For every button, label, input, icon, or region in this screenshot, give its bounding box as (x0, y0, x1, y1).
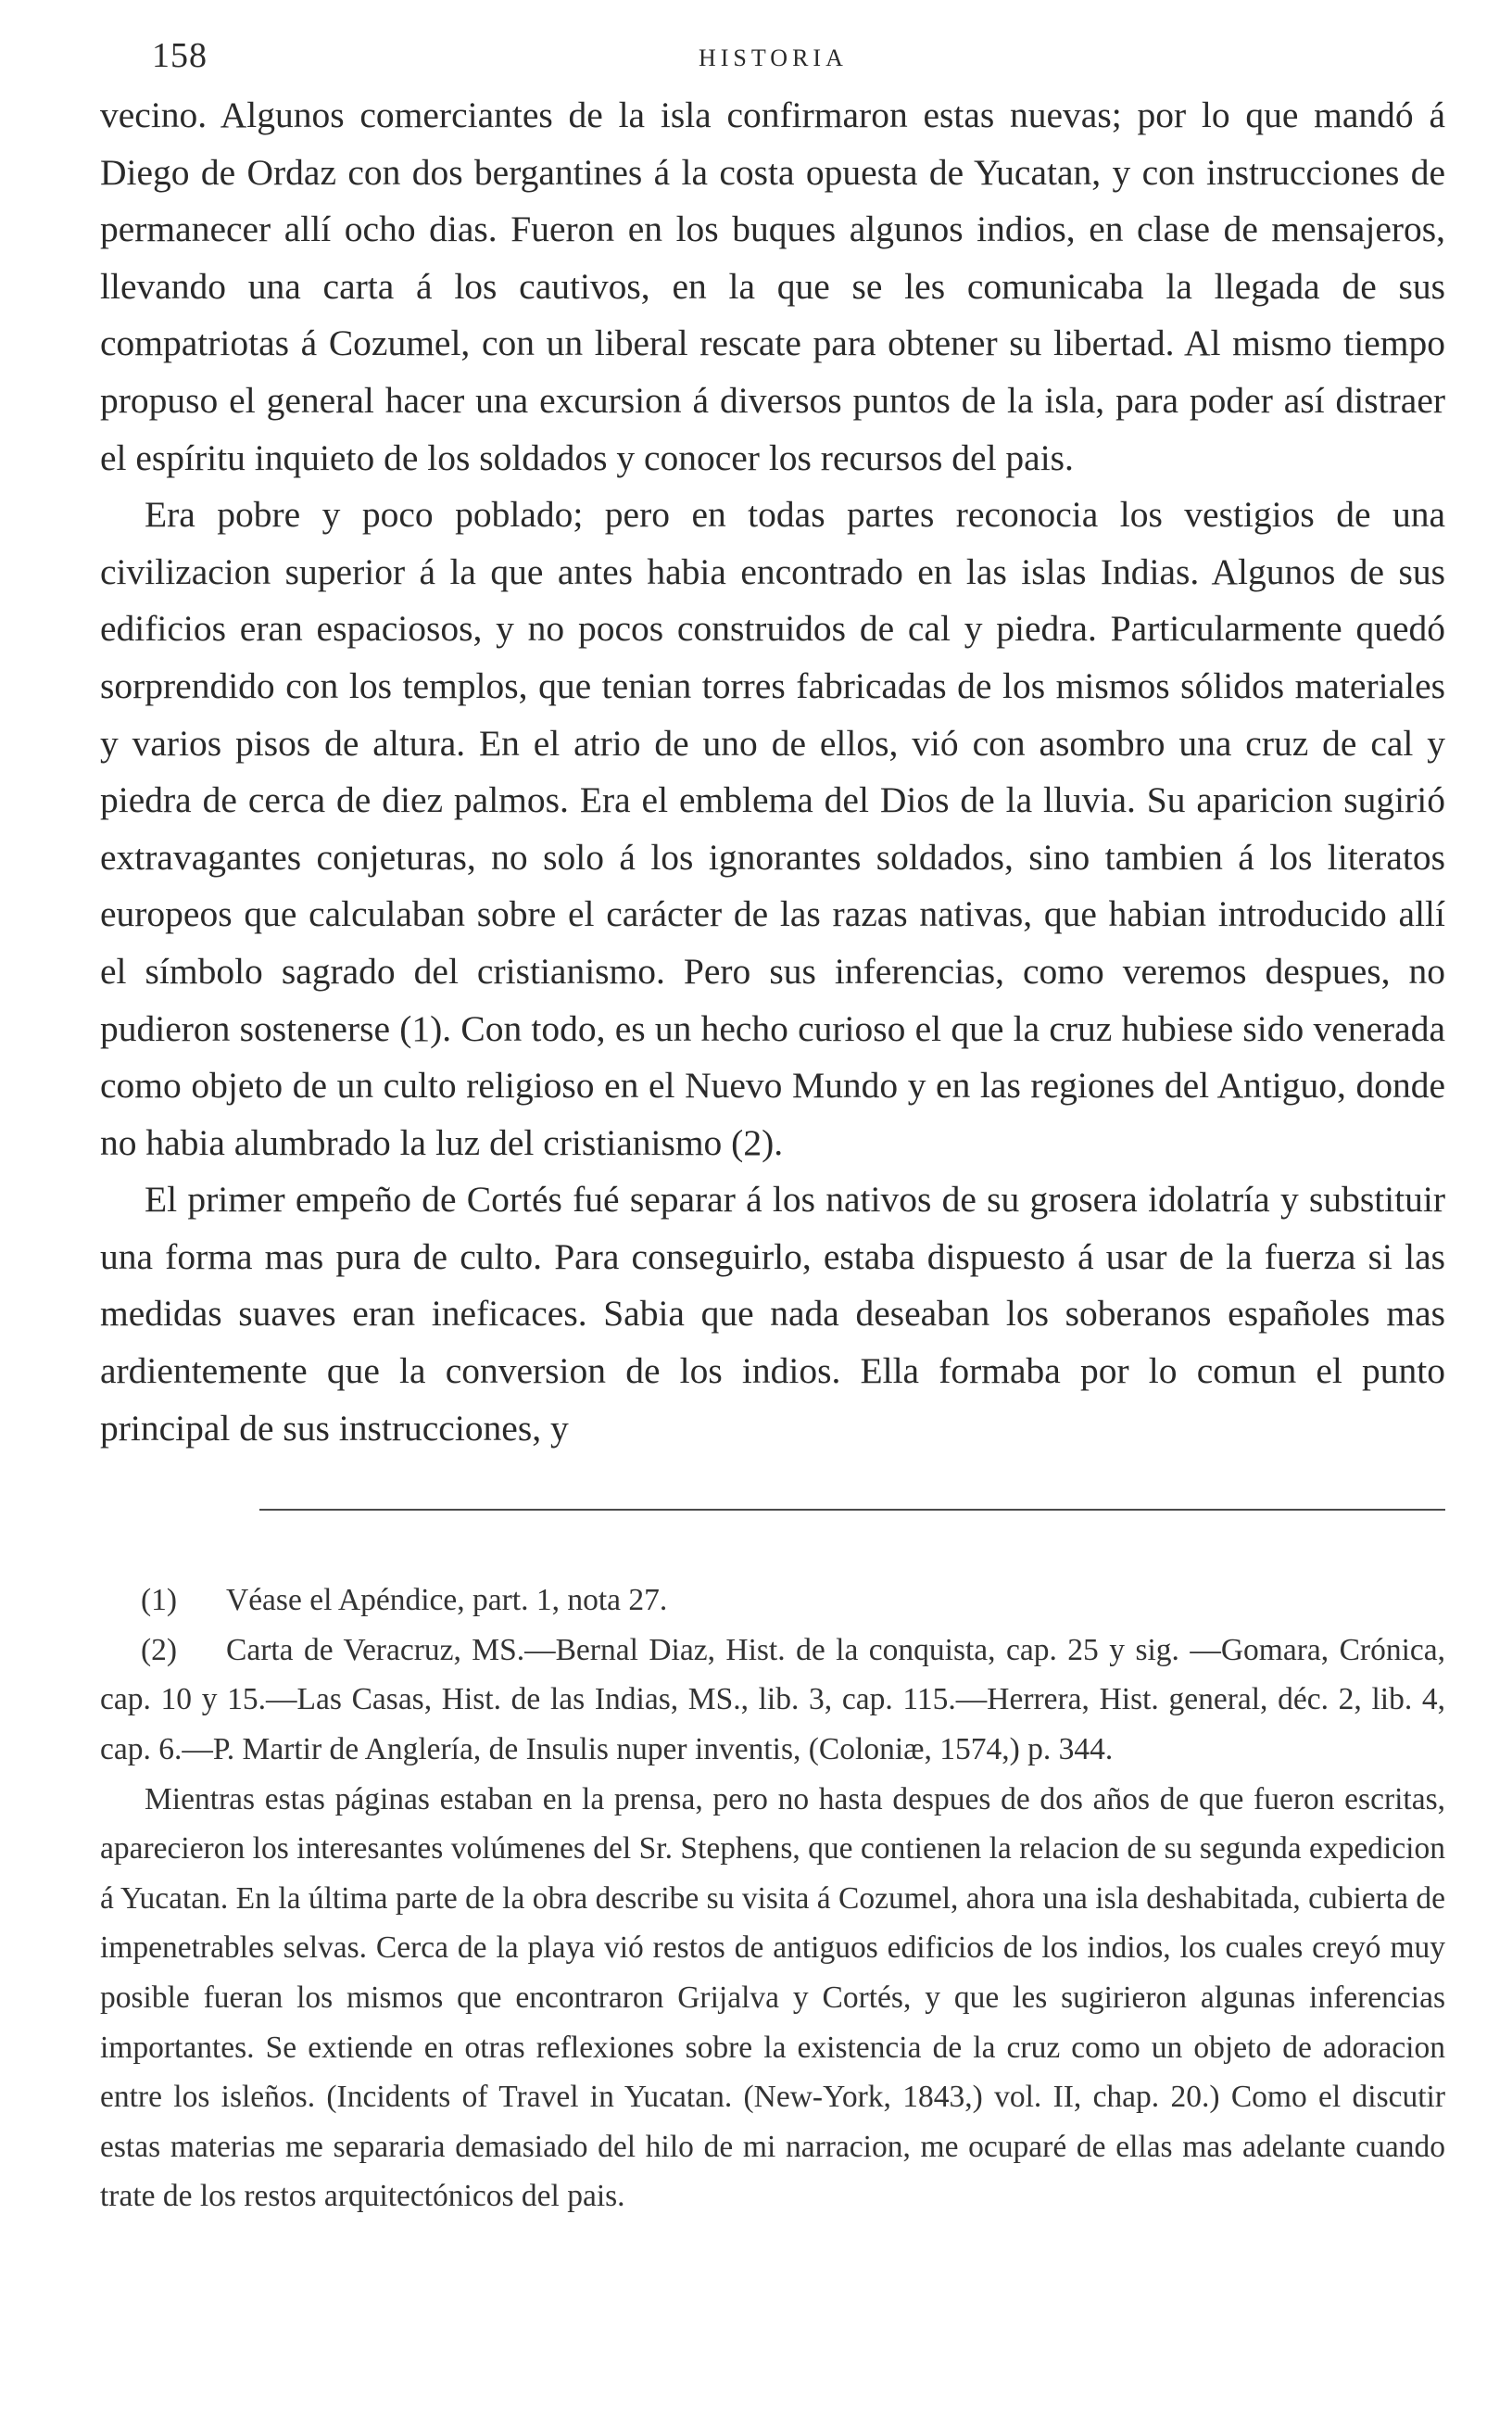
footnote-text: Véase el Apéndice, part. 1, nota 27. (226, 1583, 668, 1618)
main-text (100, 87, 1445, 1457)
footnote-marker: (2) (141, 1632, 178, 1667)
running-head (100, 28, 1445, 83)
body-paragraph: El primer empeño de Cortés fué separar á los nativos de su grosera idolatría y substituir una forma mas pura de culto. Para conseguirlo, estaba dispuesto á usar de la fuerza si las medidas suaves eran ineficaces. Sabia que nada deseaban los soberanos españoles mas ardientemente que la conversion de los indios. Ella formaba por lo comun el punto principal de sus instrucciones, y (100, 1179, 1445, 1449)
footnote-note-paragraph: Mientras estas páginas estaban en la prensa, pero no hasta despues de dos años de que fueron escritas, aparecieron los interesantes volúmenes del Sr. Stephens, que contienen la relacion de su segunda expedicion á Yucatan. En la última parte de la obra describe su visita á Cozumel, ahora una isla deshabitada, cubierta de impenetrables selvas. Cerca de la playa vió restos de antiguos edificios de los indios, los cuales creyó muy posible fueran los mismos que encontraron Grijalva y Cortés, y que les sugirieron algunas inferencias importantes. Se extiende en otras reflexiones sobre la existencia de la cruz como un objeto de adoracion entre los isleños. (Incidents of Travel in Yucatan. (New-York, 1843,) vol. II, chap. 20.) Como el discutir estas materias me separaria demasiado del hilo de mi narracion, me ocuparé de ellas mas adelante cuando trate de los restos arquitectónicos del pais. (100, 1781, 1445, 2214)
body-paragraph: Era pobre y poco poblado; pero en todas partes reconocia los vestigios de una civilizacion superior á la que antes habia encontrado en las islas Indias. Algunos de sus edificios eran espaciosos, y no pocos construidos de cal y piedra. Particularmente quedó sorprendido con los templos, que tenian torres fabricadas de los mismos sólidos materiales y varios pisos de altura. En el atrio de uno de ellos, vió con asombro una cruz de cal y piedra de cerca de diez palmos. Era el emblema del Dios de la lluvia. Su aparicion sugirió extravagantes conjeturas, no solo á los ignorantes soldados, sino tambien á los literatos europeos que calculaban sobre el carácter de las razas nativas, que habian introducido allí el símbolo sagrado del cristianismo. Pero sus inferencias, como veremos despues, no pudieron sostenerse (1). Con todo, es un hecho curioso el que la cruz hubiese sido venerada como objeto de un culto religioso en el Nuevo Mundo y en las regiones del Antiguo, donde no habia alumbrado la luz del cristianismo (2). (100, 494, 1445, 1163)
footnote-text: Carta de Veracruz, MS.—Bernal Diaz, Hist. de la conquista, cap. 25 y sig. —Gomara, Crónica, cap. 10 y 15.—Las Casas, Hist. de las Indias, MS., lib. 3, cap. 115.—Herrera, Hist. general, déc. 2, lib. 4, cap. 6.—P. Martir de Anglería, de Insulis nuper inventis, (Coloniæ, 1574,) p. 344. (100, 1632, 1445, 1767)
book-page (100, 28, 1445, 2221)
footnote-marker: (1) (141, 1583, 178, 1618)
footnote-2 (100, 1626, 1445, 1775)
footnotes (100, 1575, 1445, 2221)
page-number: 158 (152, 36, 208, 75)
running-title: HISTORIA (699, 44, 848, 71)
body-paragraph: vecino. Algunos comerciantes de la isla confirmaron estas nuevas; por lo que mandó á Diego de Ordaz con dos bergantines á la costa opuesta de Yucatan, y con instrucciones de permanecer allí ocho dias. Fueron en los buques algunos indios, en clase de mensajeros, llevando una carta á los cautivos, en la que se les comunicaba la llegada de sus compatriotas á Cozumel, con un liberal rescate para obtener su libertad. Al mismo tiempo propuso el general hacer una excursion á diversos puntos de la isla, para poder así distraer el espíritu inquieto de los soldados y conocer los recursos del pais. (100, 95, 1445, 478)
footnote-divider (259, 1509, 1445, 1511)
footnote-1 (100, 1575, 1445, 1626)
